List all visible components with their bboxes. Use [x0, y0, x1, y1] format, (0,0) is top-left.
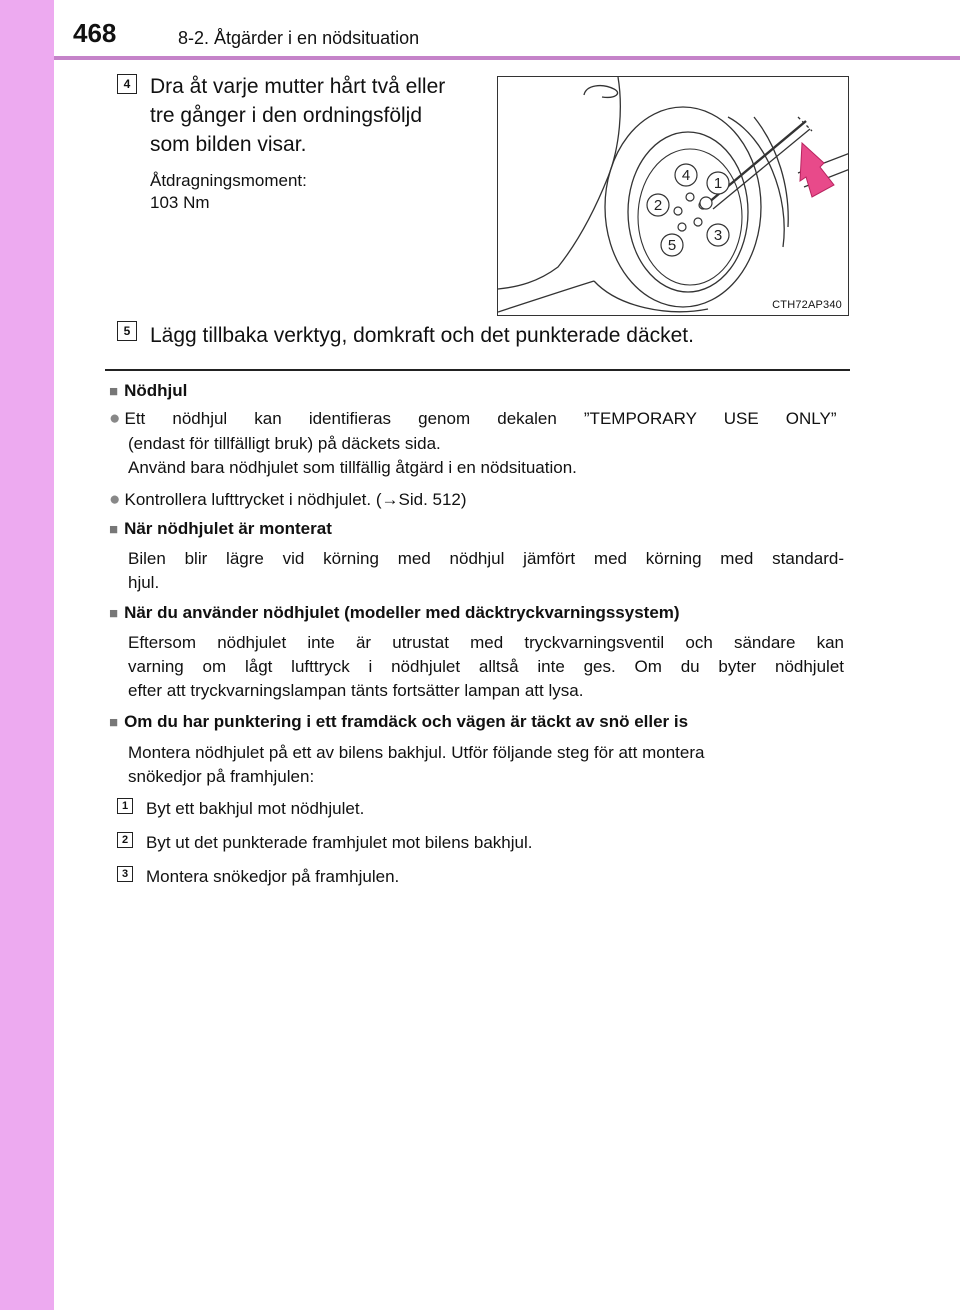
round-bullet-icon: ● [109, 408, 121, 429]
tire-inner [628, 132, 748, 292]
snow-line-2: snökedjor på framhjulen: [128, 767, 315, 786]
round-bullet-icon: ● [109, 489, 121, 510]
page-number: 468 [73, 18, 117, 48]
torque-spec [150, 170, 307, 214]
square-bullet-icon: ■ [109, 605, 119, 622]
sill-line [498, 281, 594, 312]
snow-line-1: Montera nödhjulet på ett av bilens bakhjul. Utför följande steg för att montera [128, 743, 705, 762]
mounted-line-1: Bilen blir lägre vid körning med nödhjul jämfört med körning med standard- [128, 549, 844, 568]
lug-nut [678, 223, 686, 231]
heading-mounted-label: När nödhjulet är monterat [124, 519, 332, 538]
substep-2-badge: 2 [117, 832, 133, 848]
heading-snow [109, 711, 688, 734]
tpms-line-3: efter att tryckvarningslampan tänts fortsätter lampan att lysa. [128, 681, 584, 700]
spare-bullet-1-line-3: Använd bara nödhjulet som tillfällig åtgärd i en nödsituation. [128, 458, 577, 477]
square-bullet-icon: ■ [109, 383, 119, 400]
callout-label-3: 3 [713, 227, 723, 244]
substep-3-badge: 3 [117, 866, 133, 882]
lug-nut [686, 193, 694, 201]
substep-1-text: Byt ett bakhjul mot nödhjulet. [146, 799, 365, 818]
substep-1-badge: 1 [117, 798, 133, 814]
callout-label-1: 1 [713, 175, 723, 192]
spare-bullet-1 [109, 407, 849, 430]
lug-nut-active [700, 197, 712, 209]
heading-spare-wheel [109, 380, 187, 403]
lug-nut [674, 207, 682, 215]
heading-mounted [109, 518, 332, 541]
section-title: 8-2. Åtgärder i en nödsituation [178, 28, 420, 48]
torque-label: Åtdragningsmoment: [150, 171, 307, 190]
lug-nuts [674, 193, 712, 231]
callout-label-2: 2 [653, 197, 663, 214]
mounted-line-2: hjul. [128, 573, 160, 592]
substep-3-text: Montera snökedjor på framhjulen. [146, 867, 400, 886]
step-4-line-1: Dra åt varje mutter hårt två eller [150, 75, 446, 98]
wheel-figure [497, 76, 849, 316]
step-5-badge: 5 [117, 321, 137, 341]
torque-value: 103 Nm [150, 193, 210, 212]
step-4-text [150, 72, 478, 159]
spare-bullet-2 [109, 488, 467, 511]
step-4-badge: 4 [117, 74, 137, 94]
mirror-line [584, 86, 618, 98]
tpms-text [128, 631, 844, 703]
heading-snow-label: Om du har punktering i ett framdäck och vägen är täckt av snö eller is [124, 712, 689, 731]
snow-text [128, 741, 844, 789]
tpms-line-2: varning om lågt lufttryck i nödhjulet alltså inte ges. Om du byter nödhjulet [128, 657, 844, 676]
substep-2-text: Byt ut det punkterade framhjulet mot bilens bakhjul. [146, 833, 533, 852]
callout-label-4: 4 [681, 167, 691, 184]
lug-nut [694, 218, 702, 226]
section-divider [105, 369, 850, 371]
step-5-text: Lägg tillbaka verktyg, domkraft och det punkterade däcket. [150, 324, 694, 347]
heading-tpms [109, 602, 680, 625]
figure-code: CTH72AP340 [772, 299, 842, 311]
spare-bullet-1-line-2: (endast för tillfälligt bruk) på däckets sida. [128, 434, 441, 453]
callout-label-5: 5 [667, 237, 677, 254]
heading-spare-wheel-label: Nödhjul [124, 381, 188, 400]
fender-line [498, 77, 620, 289]
wheel-illustration [498, 77, 849, 316]
square-bullet-icon: ■ [109, 714, 119, 731]
spare-bullet-1-continuation [128, 432, 844, 480]
wrench-edge [713, 129, 810, 209]
step-4-line-3: som bilden visar. [150, 133, 307, 156]
step-4-line-2: tre gånger i den ordningsföljd [150, 104, 423, 127]
square-bullet-icon: ■ [109, 521, 119, 538]
rotation-arrow [800, 143, 834, 197]
header-rule [54, 56, 960, 60]
spare-bullet-1-line-1: Ett nödhjul kan identifieras genom dekalen ”TEMPORARY USE ONLY” [124, 409, 837, 428]
arch-line [728, 117, 784, 247]
tpms-line-1: Eftersom nödhjulet inte är utrustat med tryckvarningsventil och sändare kan [128, 633, 844, 652]
spare-bullet-2-text: Kontrollera lufttrycket i nödhjulet. (→Sid. 512) [124, 490, 467, 509]
sidebar-stripe [0, 0, 54, 1310]
mounted-text [128, 547, 844, 595]
heading-tpms-label: När du använder nödhjulet (modeller med däcktryckvarningssystem) [124, 603, 680, 622]
